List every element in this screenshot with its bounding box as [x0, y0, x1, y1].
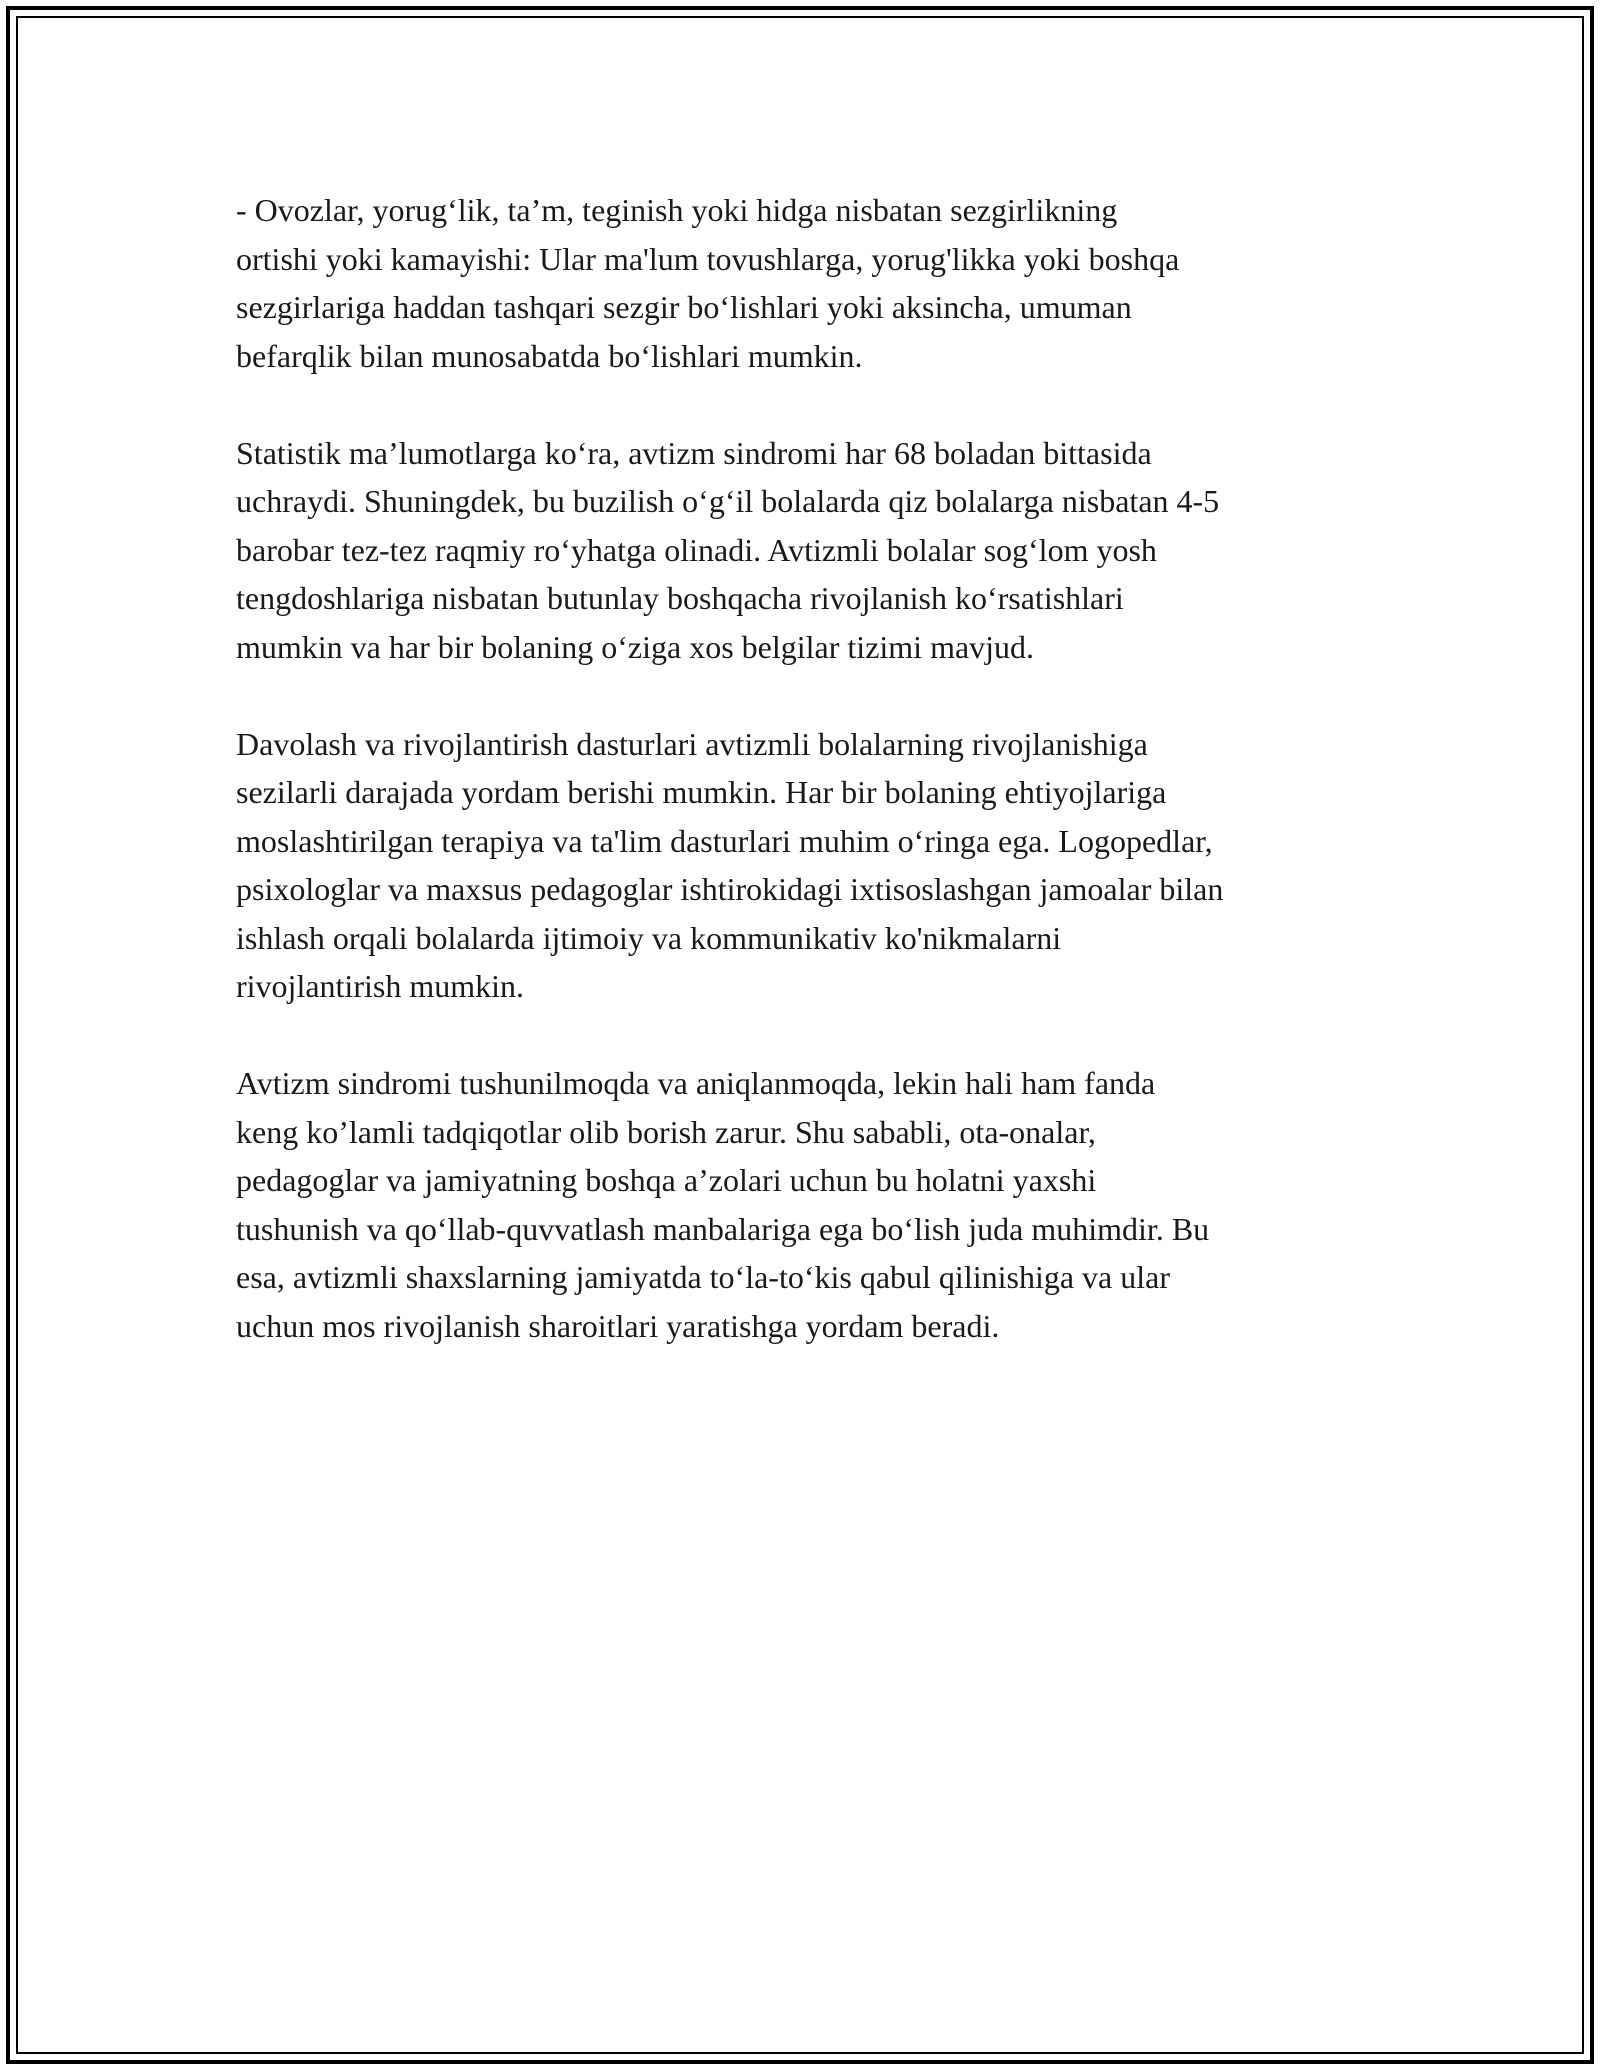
paragraph-treatment-programs: Davolash va rivojlantirish dasturlari avtizmli bolalarning rivojlanishiga sezilarli darajada yordam berishi mumkin. Har bir bolaning ehtiyojlariga moslashtirilgan terapiya va ta'lim dasturlari muhim o‘ringa ega. Logopedlar, psixologlar va maxsus pedagoglar ishtirokidagi ixtisoslashgan jamoalar bilan ishlash orqali bolalarda ijtimoiy va kommunikativ ko'nikmalarni rivojlantirish mumkin.: [236, 725, 1224, 1004]
paragraph-research-and-support: Avtizm sindromi tushunilmoqda va aniqlanmoqda, lekin hali ham fanda keng ko’lamli tadqiqotlar olib borish zarur. Shu sababli, ota-onalar, pedagoglar va jamiyatning boshqa a’zolari uchun bu holatni yaxshi tushunish va qo‘llab-quvvatlash manbalariga ega bo‘lish juda muhimdir. Bu esa, avtizmli shaxslarning jamiyatda to‘la-to‘kis qabul qilinishiga va ular uchun mos rivojlanish sharoitlari yaratishga yordam beradi.: [236, 1065, 1210, 1344]
paragraph-sensory-sensitivity: - Ovozlar, yorug‘lik, ta’m, teginish yoki hidga nisbatan sezgirlikning ortishi yoki kamayishi: Ular ma'lum tovushlarga, yorug'likka yoki boshqa sezgirlariga haddan tashqari sezgir bo‘lishlari yoki aksincha, umuman befarqlik bilan munosabatda bo‘lishlari mumkin.: [236, 192, 1180, 374]
document-body: [236, 186, 1386, 1399]
paragraph-statistics: Statistik ma’lumotlarga ko‘ra, avtizm sindromi har 68 boladan bittasida uchraydi. Shuningdek, bu buzilish o‘g‘il bolalarda qiz bolalarga nisbatan 4-5 barobar tez-tez raqmiy ro‘yhatga olinadi. Avtizmli bolalar sog‘lom yosh tengdoshlariga nisbatan butunlay boshqacha rivojlanish ko‘rsatishlari mumkin va har bir bolaning o‘ziga xos belgilar tizimi mavjud.: [236, 434, 1220, 665]
